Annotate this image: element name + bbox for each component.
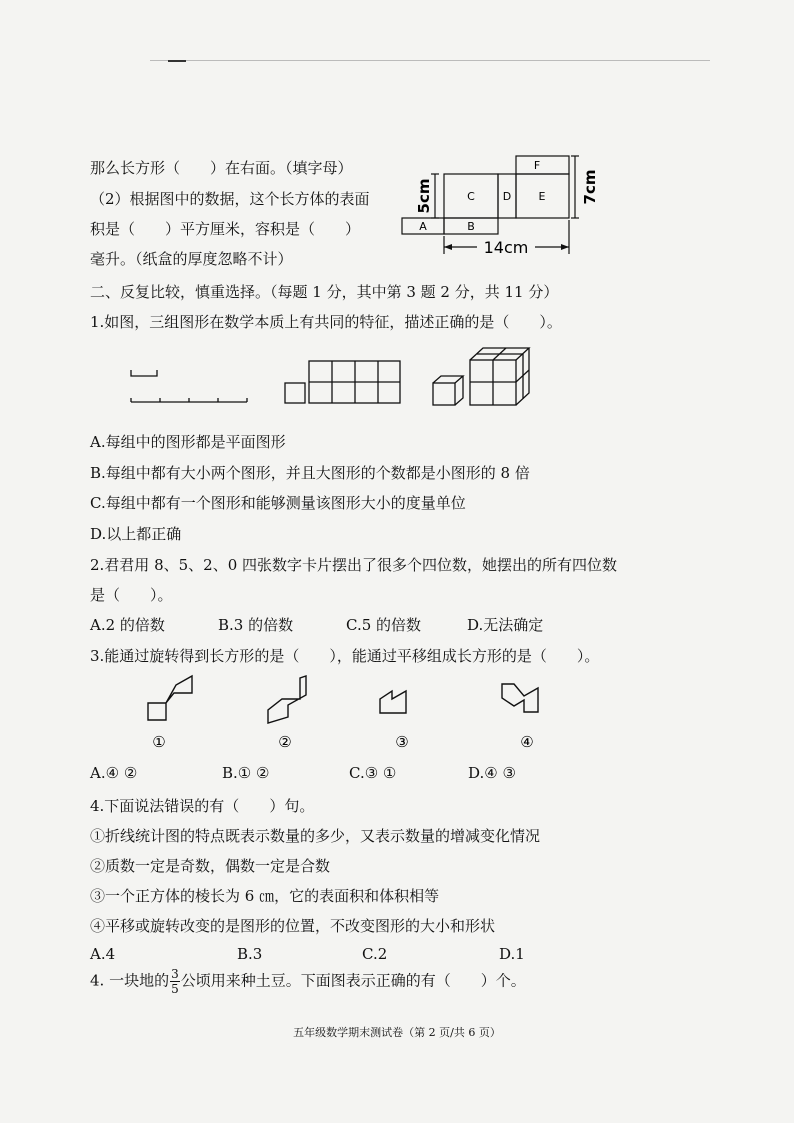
q2-stem-line2: 是（ ）。 (90, 586, 173, 604)
page-footer: 五年级数学期末测试卷（第 2 页/共 6 页） (293, 1026, 501, 1039)
shape-4 (502, 684, 538, 712)
q1-stem: 1.如图，三组图形在数学本质上有共同的特征，描述正确的是（ ）。 (90, 313, 562, 331)
q2-option-b: B.3 的倍数 (218, 616, 294, 634)
large-cube (470, 348, 529, 405)
fraction-denominator: 5 (171, 982, 179, 996)
net-label-c: C (467, 190, 475, 203)
scan-artifact-line (150, 60, 710, 61)
q4-statement-1: ①折线统计图的特点既表示数量的多少，又表示数量的增减变化情况 (90, 827, 541, 845)
section-title: 二、反复比较，慎重选择。（每题 1 分，其中第 3 题 2 分，共 11 分） (90, 283, 559, 301)
fraction-three-fifths (170, 968, 180, 995)
q2-stem-line1: 2.君君用 8、5、2、0 四张数字卡片摆出了很多个四位数，她摆出的所有四位数 (90, 556, 618, 574)
shape-3 (380, 691, 406, 713)
q4-statement-3: ③一个正方体的棱长为 6 ㎝，它的表面积和体积相等 (90, 887, 440, 905)
shape-1 (148, 676, 192, 720)
q1-figure-groups (125, 340, 535, 410)
q1-option-a: A.每组中的图形都是平面图形 (90, 433, 286, 451)
q3-option-d: D.④ ③ (468, 764, 516, 782)
cuboid-net-figure (395, 150, 610, 260)
prev-question-line4: 毫升。（纸盒的厚度忽略不计） (90, 250, 293, 268)
q1-option-b: B.每组中都有大小两个图形，并且大图形的个数都是小图形的 8 倍 (90, 464, 530, 482)
dim-label-7cm: 7cm (581, 169, 599, 205)
fraction-numerator: 3 (171, 967, 179, 981)
dim-label-5cm: 5cm (415, 178, 433, 214)
q4-option-d: D.1 (499, 945, 525, 963)
net-face-f (516, 156, 569, 174)
net-label-d: D (502, 190, 512, 203)
q1-option-d: D.以上都正确 (90, 525, 182, 543)
net-label-a: A (419, 220, 427, 233)
q2-option-a: A.2 的倍数 (90, 616, 165, 634)
q3-option-a: A.④ ② (90, 764, 138, 782)
q3-shapes-figure (130, 665, 570, 755)
shape-label-4: ④ (520, 733, 534, 751)
shape-label-3: ③ (395, 733, 409, 751)
prev-question-line2: （2）根据图中的数据，这个长方体的表面 (90, 190, 370, 208)
dim-label-14cm: 14cm (483, 238, 529, 257)
q2-option-c: C.5 的倍数 (346, 616, 422, 634)
prev-question-line3: 积是（ ）平方厘米，容积是（ ） (90, 220, 361, 238)
q4-option-a: A.4 (90, 945, 116, 963)
unit-cube (433, 376, 463, 405)
q3-stem: 3.能通过旋转得到长方形的是（ ），能通过平移组成长方形的是（ ）。 (90, 647, 600, 665)
q4-statement-4: ④平移或旋转改变的是图形的位置，不改变图形的大小和形状 (90, 917, 496, 935)
net-label-b: B (467, 220, 475, 233)
shape-2 (268, 676, 306, 723)
shape-label-1: ① (152, 733, 166, 751)
q5-stem (90, 968, 526, 995)
net-label-e: E (538, 190, 546, 203)
q4-option-c: C.2 (362, 945, 388, 963)
q4-option-b: B.3 (237, 945, 263, 963)
q1-option-c: C.每组中都有一个图形和能够测量该图形大小的度量单位 (90, 494, 466, 512)
shape-label-2: ② (278, 733, 292, 751)
q5-suffix: 公顷用来种土豆。下面图表示正确的有（ ）个。 (180, 971, 526, 990)
unit-square (285, 383, 305, 403)
net-label-f: F (533, 159, 541, 172)
q2-option-d: D.无法确定 (467, 616, 544, 634)
q4-stem: 4.下面说法错误的有（ ）句。 (90, 797, 315, 815)
unit-segment (131, 370, 157, 376)
q4-statement-2: ②质数一定是奇数，偶数一定是合数 (90, 857, 331, 875)
scan-artifact-mark (168, 60, 186, 62)
q3-option-c: C.③ ① (349, 764, 397, 782)
q3-option-b: B.① ② (222, 764, 270, 782)
q5-prefix: 4. 一块地的 (90, 971, 170, 990)
prev-question-line1: 那么长方形（ ）在右面。（填字母） (90, 159, 353, 177)
